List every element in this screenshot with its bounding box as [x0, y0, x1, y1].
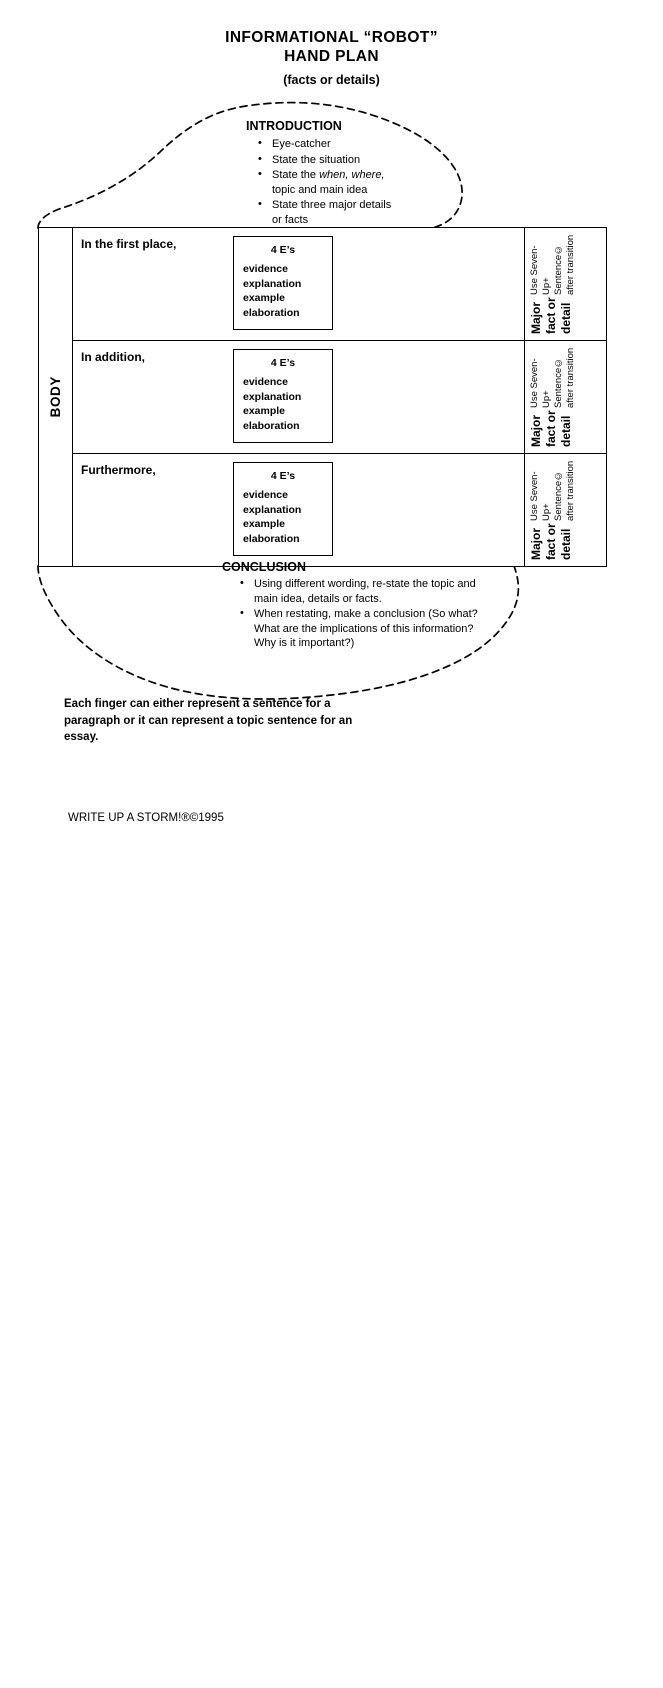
four-es-box	[233, 349, 333, 443]
seven-up-note: Use Seven-Up+ Sentence© after transition	[529, 347, 576, 409]
row-side-cell	[524, 228, 606, 340]
major-fact-label: Major fact or detail	[529, 523, 573, 560]
table-row	[73, 228, 606, 341]
row-side-cell	[524, 454, 606, 566]
row-side-cell	[524, 341, 606, 453]
list-item: example	[243, 518, 286, 530]
four-es-title: 4 E’s	[270, 357, 296, 369]
conclusion-bullet-list	[222, 577, 490, 651]
introduction-bullet-list	[240, 137, 455, 227]
row-main-cell	[73, 228, 524, 340]
row-main-cell	[73, 341, 524, 453]
conclusion-heading: CONCLUSION	[222, 560, 307, 574]
list-item: evidence	[243, 489, 288, 501]
list-item: explanation	[243, 277, 302, 290]
body-rows	[73, 228, 606, 566]
transition-phrase: Furthermore,	[81, 463, 156, 477]
row-main-cell	[73, 454, 524, 566]
footer-copyright: WRITE UP A STORM!®©1995	[68, 812, 224, 824]
four-es-title: 4 E’s	[270, 244, 296, 256]
four-es-box	[233, 236, 333, 330]
body-label: BODY	[48, 376, 63, 418]
emphasis-when-where: when, where,	[319, 169, 385, 181]
list-item: example	[243, 405, 286, 417]
introduction-section	[240, 119, 455, 228]
list-item: explanation	[243, 503, 302, 516]
major-fact-label: Major fact or detail	[529, 297, 573, 334]
table-row	[73, 454, 606, 566]
title-subtitle: (facts or details)	[283, 73, 380, 87]
four-es-list	[234, 488, 332, 546]
seven-up-note: Use Seven-Up+ Sentence© after transition	[529, 460, 576, 522]
list-item: • Using different wording, re-state the topic and main idea, details or facts.	[240, 577, 490, 606]
seven-up-note: Use Seven-Up+ Sentence© after transition	[529, 234, 576, 296]
four-es-list	[234, 375, 332, 433]
body-label-column	[39, 228, 73, 566]
four-es-title: 4 E’s	[270, 470, 296, 482]
list-item: • State three major details or facts	[258, 198, 455, 227]
four-es-list	[234, 262, 332, 320]
list-item: explanation	[243, 390, 302, 403]
title-line-1: INFORMATIONAL “ROBOT”	[225, 29, 438, 46]
conclusion-section	[222, 560, 490, 652]
list-item: • When restating, make a conclusion (So what? What are the implications of this information? Why is it important?)	[240, 607, 490, 651]
transition-phrase: In the first place,	[81, 237, 177, 251]
page-title	[0, 0, 663, 87]
introduction-heading: INTRODUCTION	[246, 119, 342, 133]
list-item: evidence	[243, 263, 288, 275]
table-row	[73, 341, 606, 454]
transition-phrase: In addition,	[81, 350, 145, 364]
four-es-box	[233, 462, 333, 556]
major-fact-label: Major fact or detail	[529, 410, 573, 447]
list-item: evidence	[243, 376, 288, 388]
list-item: elaboration	[243, 532, 300, 545]
list-item: • State the when, where, topic and main idea	[258, 168, 455, 197]
list-item: • Eye-catcher	[258, 137, 455, 152]
title-line-2: HAND PLAN	[284, 48, 379, 65]
body-plan-table	[38, 227, 607, 567]
list-item: example	[243, 292, 286, 304]
list-item: elaboration	[243, 419, 300, 432]
finger-note: Each finger can either represent a sentence for a paragraph or it can represent a topic sentence for an essay.	[64, 698, 353, 743]
list-item: • State the situation	[258, 153, 455, 168]
list-item: elaboration	[243, 306, 300, 319]
